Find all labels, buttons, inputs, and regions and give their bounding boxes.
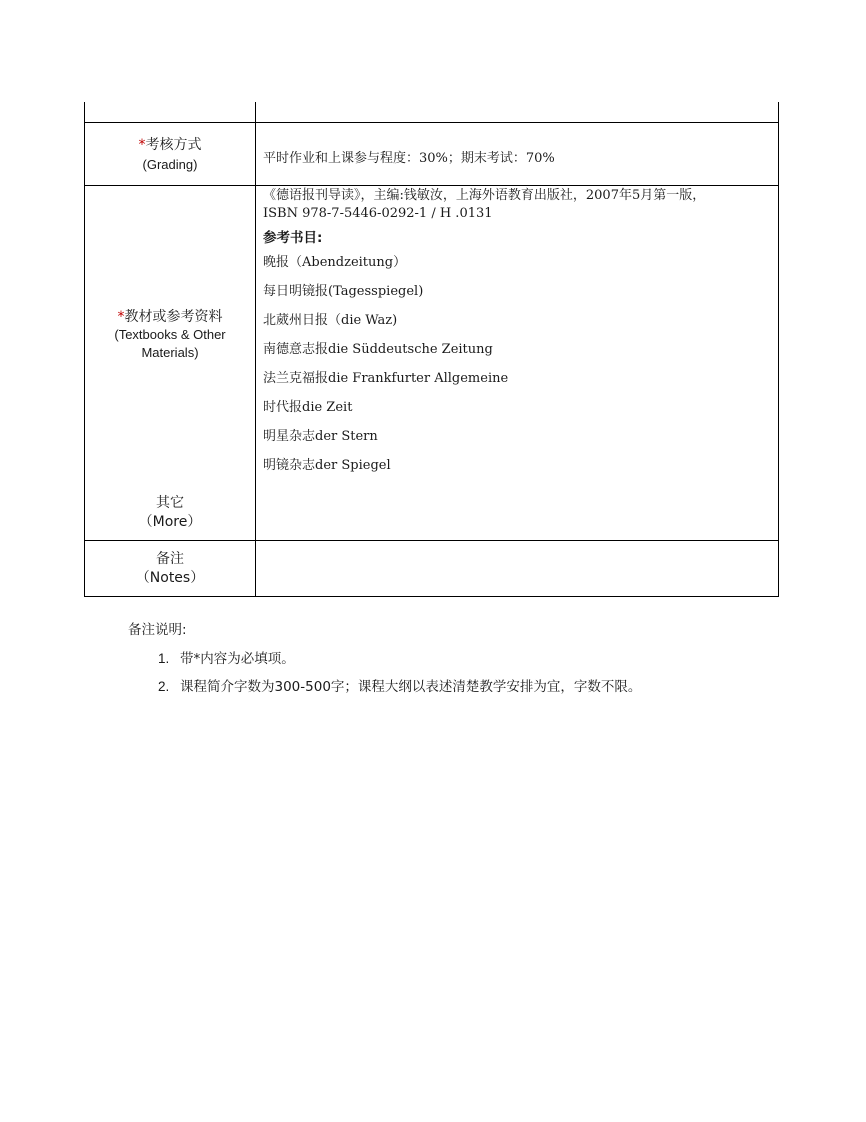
more-label-cn: 其它 <box>156 495 184 511</box>
reference-item: 北葳州日报（die Waz) <box>263 313 398 328</box>
row-divider-materials-top <box>84 185 779 186</box>
reference-list <box>263 253 771 485</box>
required-star: * <box>138 137 146 153</box>
more-label-en: （More） <box>138 514 202 530</box>
reference-item: 时代报die Zeit <box>263 400 353 415</box>
footnote-number: 2. <box>158 679 170 694</box>
textbook-line-1: 《德语报刊导读》，主编:钱敏汝，上海外语教育出版社，2007年5月第一版， <box>263 188 706 203</box>
table-column-divider <box>255 102 256 597</box>
footnotes-list <box>128 649 641 697</box>
footnotes-title: 备注说明: <box>128 622 187 638</box>
footnote-text: 课程简介字数为300-500字；课程大纲以表述清楚教学安排为宜，字数不限。 <box>180 679 642 695</box>
table-border-right <box>778 102 779 597</box>
notes-label-cn: 备注 <box>156 551 184 567</box>
grading-content: 平时作业和上课参与程度：30%；期末考试：70% <box>263 151 555 166</box>
reference-heading: 参考书目: <box>263 230 323 246</box>
table-border-bottom <box>84 596 779 597</box>
notes-label <box>85 550 255 588</box>
grading-label-cn: 考核方式 <box>145 137 202 153</box>
footnote-item <box>158 677 641 697</box>
more-label <box>85 494 255 532</box>
grading-label-en: (Grading) <box>142 157 198 172</box>
footnote-item <box>158 649 641 669</box>
materials-label <box>85 308 255 362</box>
materials-label-en-2: Materials) <box>141 345 199 360</box>
reference-item: 明镜杂志der Spiegel <box>263 458 391 473</box>
notes-label-en: （Notes） <box>135 570 205 586</box>
row-divider-notes-top <box>84 540 779 541</box>
reference-item: 晚报（Abendzeitung） <box>263 255 407 270</box>
materials-content <box>263 187 771 485</box>
textbook-line-2: ISBN 978-7-5446-0292-1 / H .0131 <box>263 206 493 221</box>
footnotes <box>128 620 641 705</box>
footnote-text: 带*内容为必填项。 <box>180 651 295 667</box>
reference-item: 法兰克福报die Frankfurter Allgemeine <box>263 371 509 386</box>
reference-item: 每日明镜报(Tagesspiegel) <box>263 284 424 299</box>
footnote-number: 1. <box>158 651 170 666</box>
materials-label-cn: 教材或参考资料 <box>124 309 223 325</box>
materials-label-en-1: (Textbooks & Other <box>114 327 226 342</box>
reference-item: 南德意志报die Süddeutsche Zeitung <box>263 342 493 357</box>
row-divider-grading-top <box>84 122 779 123</box>
reference-item: 明星杂志der Stern <box>263 429 378 444</box>
grading-label <box>85 136 255 174</box>
required-star: * <box>117 309 125 325</box>
